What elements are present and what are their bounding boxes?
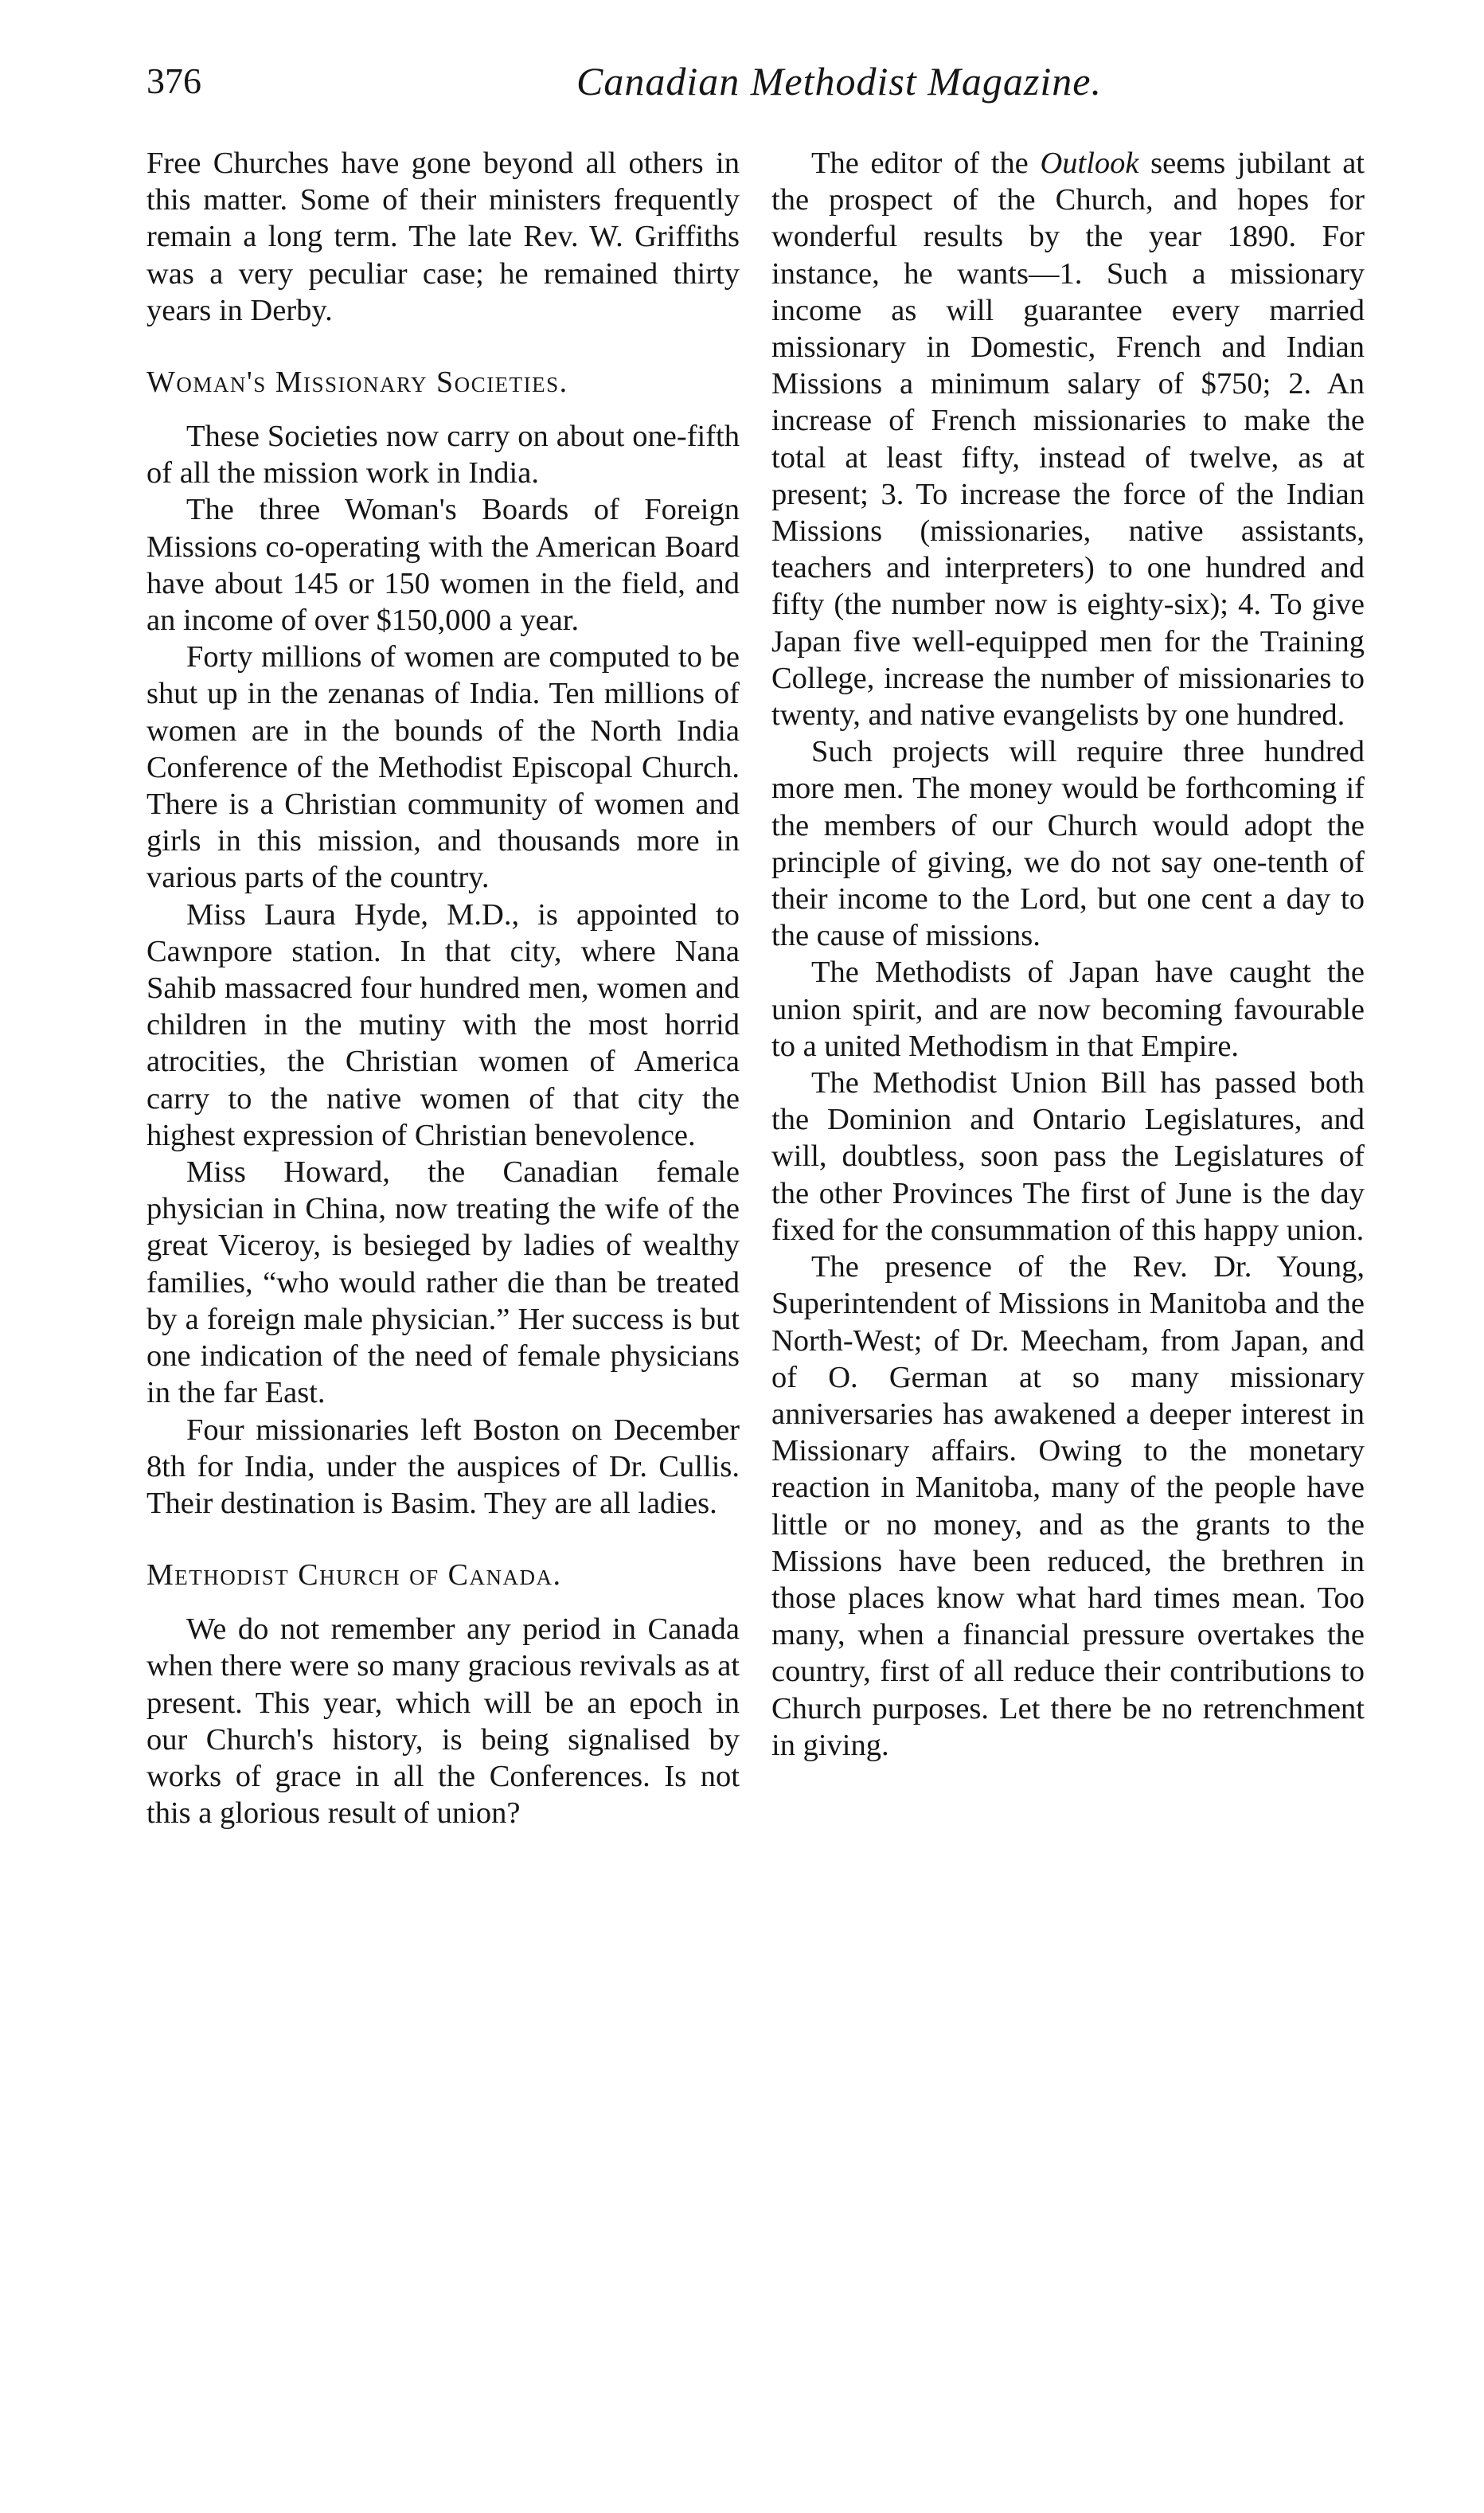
italic-title-outlook: Outlook <box>1040 147 1139 180</box>
intro-paragraph: Free Churches have gone beyond all others in this matter. Some of their ministers frequently remain a long term. The late Rev. W. Griffiths was a very peculiar case; he remained thirty years in Derby. <box>146 147 740 327</box>
right-column <box>771 145 1365 1764</box>
paragraph: The Methodists of Japan have caught the union spirit, and are now becoming favourable to a united Methodism in that Empire. <box>771 956 1365 1063</box>
text-run: seems jubilant at the prospect of the Church, and hopes for wonderful results by the year 1890. For instance, he wants—1. Such a missionary income as will guarantee every married missionary in Domestic, French and Indian Missions a minimum salary of $750; 2. An increase of French missionaries to make the total at least fifty, instead of twelve, as at present; 3. To increase the force of the Indian Missions (missionaries, native assistants, teachers and interpreters) to one hundred and fifty (the number now is eighty-six); 4. To give Japan five well-equipped men for the Training College, increase the number of missionaries to twenty, and native evangelists by one hundred. <box>771 147 1365 733</box>
paragraph: The Methodist Union Bill has passed both the Dominion and Ontario Legislatures, and will, doubtless, soon pass the Legislatures of the other Provinces The first of June is the day fixed for the consummation of this happy union. <box>771 1066 1365 1247</box>
page-number: 376 <box>146 61 201 101</box>
text-run: The editor of the <box>811 147 1041 180</box>
left-column <box>146 145 740 1831</box>
paragraph: The presence of the Rev. Dr. Young, Superintendent of Missions in Manitoba and the North-West; of Dr. Meecham, from Japan, and of O. German at so many missionary anniversaries has awakened a deeper interest in Missionary affairs. Owing to the monetary reaction in Manitoba, many of the people have little or no money, and as the grants to the Missions have been reduced, the brethren in those places know what hard times mean. Too many, when a financial pressure overtakes the country, first of all reduce their contributions to Church purposes. Let there be no retrenchment in giving. <box>771 1250 1365 1762</box>
paragraph: These Societies now carry on about one-fifth of all the mission work in India. <box>146 420 740 490</box>
paragraph: Four missionaries left Boston on December 8th for India, under the auspices of Dr. Cullis. Their destination is Basim. They are all ladies. <box>146 1413 740 1520</box>
paragraph: The three Woman's Boards of Foreign Missions co-operating with the American Board have about 145 or 150 women in the field, and an income of over $150,000 a year. <box>146 493 740 638</box>
paragraph: Miss Howard, the Canadian female physician in China, now treating the wife of the great Viceroy, is besieged by ladies of wealthy families, “who would rather die than be treated by a foreign male physician.” Her success is but one indication of the need of female physicians in the far East. <box>146 1155 740 1410</box>
paragraph: We do not remember any period in Canada when there were so many gracious revivals as at present. This year, which will be an epoch in our Church's history, is being signalised by works of grace in all the Conferences. Is not this a glorious result of union? <box>146 1612 740 1831</box>
paragraph: Miss Laura Hyde, M.D., is appointed to Cawnpore station. In that city, where Nana Sahib massacred four hundred men, women and children in the mutiny with the most horrid atrocities, the Christian women of America carry to the native women of that city the highest expression of Christian benevolence. <box>146 897 740 1152</box>
section-heading-womans-missionary: Woman's Missionary Societies. <box>146 365 568 400</box>
section-heading-methodist-church: Methodist Church of Canada. <box>146 1558 562 1593</box>
paragraph: Such projects will require three hundred more men. The money would be forthcoming if the members of our Church would adopt the principle of giving, we do not say one-tenth of their income to the Lord, but one cent a day to the cause of missions. <box>771 735 1365 953</box>
running-title: Canadian Methodist Magazine. <box>576 59 1102 104</box>
running-head <box>146 49 1369 113</box>
paragraph: Forty millions of women are computed to be shut up in the zenanas of India. Ten millions of women are in the bounds of the North India Conference of the Methodist Episcopal Church. There is a Christian community of women and girls in this mission, and thousands more in various parts of the country. <box>146 640 740 895</box>
paragraph <box>771 145 1365 733</box>
